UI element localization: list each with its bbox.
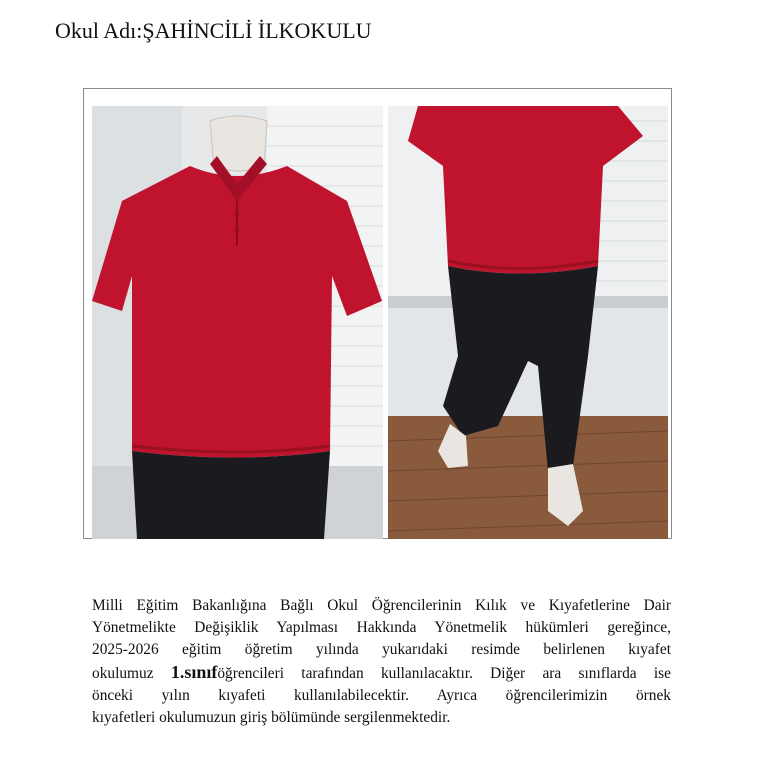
grade-label: 1.sınıf	[170, 662, 218, 682]
school-title	[55, 18, 372, 44]
school-name: ŞAHİNCİLİ İLKOKULU	[142, 18, 372, 43]
notice-line-1: Milli Eğitim Bakanlığına Bağlı Okul Öğrencilerinin Kılık ve Kıyafetlerine Dair	[92, 597, 671, 614]
uniform-photo-front	[92, 106, 383, 539]
notice-line-2: Yönetmelikte Değişiklik Yapılması Hakkında Yönetmelik hükümleri gereğince,	[92, 619, 671, 636]
uniform-photo-side	[388, 106, 668, 539]
notice-line-5: önceki yılın kıyafeti kullanılabilecektir. Ayrıca öğrencilerimizin örnek	[92, 687, 671, 704]
notice-line-4-post: öğrencileri tarafından kullanılacaktır. Diğer ara sınıflarda ise	[217, 665, 672, 682]
notice-line-3: 2025-2026 eğitim öğretim yılında yukarıdaki resimde belirlenen kıyafet	[92, 641, 671, 658]
notice-line-4	[92, 661, 671, 685]
notice-line-4-pre: okulumuz	[92, 665, 171, 682]
school-label: Okul Adı:	[55, 18, 143, 43]
uniform-notice	[92, 595, 671, 729]
notice-line-6: kıyafetleri okulumuzun giriş bölümünde sergilenmektedir.	[92, 709, 451, 726]
uniform-photo-frame	[83, 88, 672, 539]
